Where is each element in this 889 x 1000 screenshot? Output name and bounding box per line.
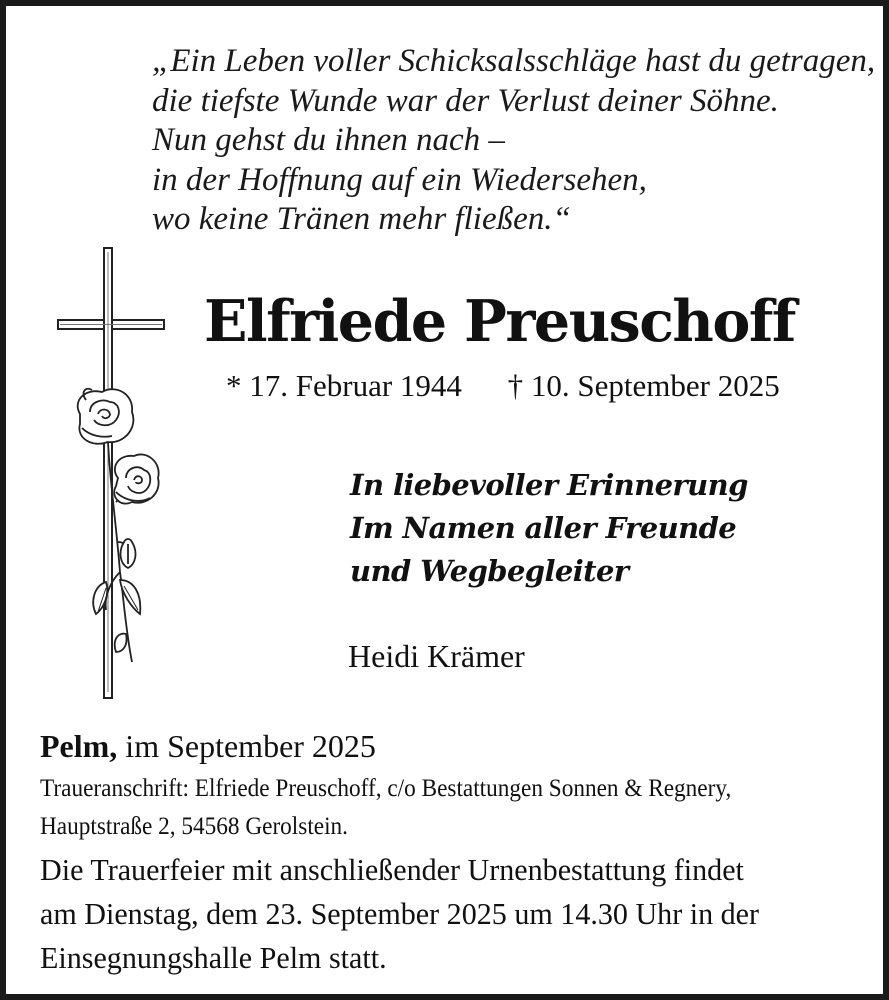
death-date: † 10. September 2025 [507, 368, 780, 403]
cross-with-roses-icon [46, 242, 176, 704]
quote-line: „Ein Leben voller Schicksalsschläge hast du getragen, [152, 43, 876, 79]
memorial-quote [152, 42, 876, 240]
quote-line: wo keine Tränen mehr fließen.“ [152, 201, 571, 237]
dedication-line: In liebevoller Erinnerung [350, 468, 748, 502]
birth-date: * 17. Februar 1944 [226, 368, 462, 403]
signer-name: Heidi Krämer [348, 638, 525, 674]
quote-line: in der Hoffnung auf ein Wiedersehen, [152, 161, 647, 198]
date-text: im September 2025 [117, 728, 376, 764]
dedication-line: und Wegbegleiter [350, 554, 629, 588]
place-name: Pelm, [40, 728, 118, 764]
address-line: Traueranschrift: Elfriede Preuschoff, c/o Bestattungen Sonnen & Regnery, [40, 775, 732, 802]
memorial-dedication [350, 464, 748, 593]
ceremony-line: Die Trauerfeier mit anschließender Urnenbestattung findet [40, 852, 744, 887]
life-dates [226, 368, 780, 404]
quote-line: die tiefste Wunde war der Verlust deiner Söhne. [152, 82, 779, 119]
dedication-line: Im Namen aller Freunde [350, 511, 737, 545]
mourning-address [40, 770, 731, 846]
address-line: Hauptstraße 2, 54568 Gerolstein. [40, 813, 349, 840]
quote-line: Nun gehst du ihnen nach – [152, 122, 505, 158]
place-date [40, 728, 376, 765]
ceremony-line: Einsegnungshalle Pelm statt. [40, 940, 387, 975]
ceremony-line: am Dienstag, dem 23. September 2025 um 14.30 Uhr in der [40, 896, 760, 931]
deceased-name: Elfriede Preuschoff [204, 288, 795, 355]
ceremony-notice [40, 848, 759, 980]
